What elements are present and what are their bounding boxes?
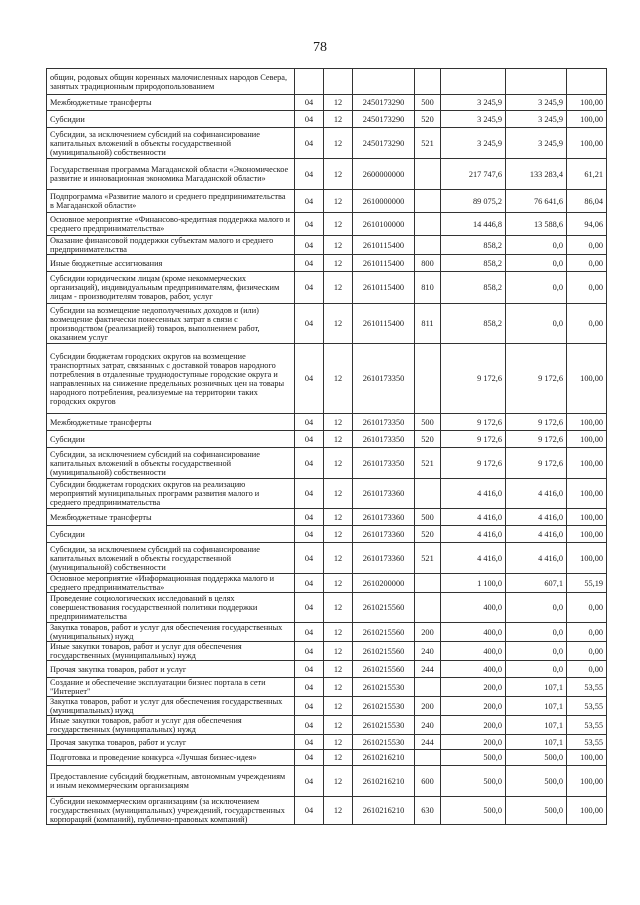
row-target-article: 2610173350 [353,431,415,448]
row-section: 04 [295,623,324,642]
row-section: 04 [295,678,324,697]
row-target-article: 2610215560 [353,623,415,642]
row-section: 04 [295,750,324,766]
row-target-article: 2610216210 [353,766,415,797]
row-section [295,69,324,95]
table-row [47,678,607,697]
row-name: Оказание финансовой поддержки субъектам малого и среднего предпринимательства [47,236,295,255]
row-actual-amount: 3 245,9 [506,95,567,111]
row-actual-amount: 4 416,0 [506,526,567,543]
row-target-article: 2610000000 [353,190,415,213]
row-name: Закупка товаров, работ и услуг для обеспечения государственных (муниципальных) нужд [47,697,295,716]
row-expense-type [415,213,441,236]
row-planned-amount: 500,0 [441,766,506,797]
row-execution-percent: 100,00 [567,414,607,431]
table-row [47,159,607,190]
row-execution-percent: 100,00 [567,128,607,159]
row-planned-amount: 400,0 [441,642,506,661]
row-name: Проведение социологических исследований в целях совершенствования государственной политики поддержки предпринимательства [47,593,295,623]
table-row [47,509,607,526]
row-subsection: 12 [324,526,353,543]
row-expense-type: 240 [415,716,441,735]
row-name: общин, родовых общин коренных малочисленных народов Севера, занятых традиционным природопользованием [47,69,295,95]
row-target-article: 2610216210 [353,797,415,825]
row-target-article: 2610173360 [353,479,415,509]
row-name: Государственная программа Магаданской области «Экономическое развитие и инновационная экономика Магаданской области» [47,159,295,190]
row-name: Закупка товаров, работ и услуг для обеспечения государственных (муниципальных) нужд [47,623,295,642]
row-section: 04 [295,716,324,735]
row-subsection: 12 [324,797,353,825]
row-actual-amount: 9 172,6 [506,344,567,414]
row-actual-amount: 9 172,6 [506,448,567,479]
row-target-article: 2610115400 [353,236,415,255]
row-name: Субсидии бюджетам городских округов на возмещение транспортных затрат, связанных с доставкой товаров народного потребления в отдаленные труднодоступные городские округа и направленных на снижение предельных розничных цен на товары народного потребления, реализуемые на территории таких городских округов [47,344,295,414]
row-expense-type: 500 [415,414,441,431]
row-section: 04 [295,414,324,431]
row-planned-amount: 200,0 [441,735,506,750]
row-target-article: 26102155З0 [353,716,415,735]
row-target-article: 2450173290 [353,128,415,159]
row-target-article: 2610215560 [353,661,415,678]
table-row [47,95,607,111]
row-target-article: 26102155З0 [353,735,415,750]
row-expense-type: 810 [415,272,441,304]
row-expense-type: 200 [415,623,441,642]
row-planned-amount: 4 416,0 [441,509,506,526]
row-actual-amount: 500,0 [506,797,567,825]
row-execution-percent: 100,00 [567,479,607,509]
row-execution-percent: 100,00 [567,111,607,128]
row-expense-type: 521 [415,448,441,479]
row-section: 04 [295,593,324,623]
row-subsection: 12 [324,111,353,128]
row-section: 04 [295,344,324,414]
row-execution-percent: 53,55 [567,716,607,735]
row-subsection: 12 [324,448,353,479]
row-planned-amount: 3 245,9 [441,95,506,111]
row-planned-amount: 89 075,2 [441,190,506,213]
row-section: 04 [295,304,324,344]
table-row [47,593,607,623]
row-subsection: 12 [324,623,353,642]
row-subsection: 12 [324,159,353,190]
row-target-article: 2610173350 [353,448,415,479]
row-section: 04 [295,448,324,479]
table-row [47,236,607,255]
row-subsection: 12 [324,642,353,661]
row-expense-type: 800 [415,255,441,272]
row-name: Субсидии [47,111,295,128]
row-actual-amount: 13 588,6 [506,213,567,236]
row-subsection: 12 [324,593,353,623]
row-name: Межбюджетные трансферты [47,509,295,526]
row-actual-amount: 0,0 [506,255,567,272]
row-subsection: 12 [324,431,353,448]
row-section: 04 [295,543,324,574]
row-section: 04 [295,159,324,190]
row-section: 04 [295,479,324,509]
row-planned-amount: 4 416,0 [441,543,506,574]
row-target-article: 2610173360 [353,509,415,526]
row-expense-type: 520 [415,111,441,128]
row-actual-amount: 607,1 [506,574,567,593]
row-section: 04 [295,697,324,716]
row-subsection: 12 [324,574,353,593]
row-expense-type [415,750,441,766]
row-execution-percent: 100,00 [567,431,607,448]
row-planned-amount: 3 245,9 [441,111,506,128]
table-row [47,414,607,431]
row-actual-amount: 9 172,6 [506,431,567,448]
row-planned-amount: 858,2 [441,236,506,255]
row-planned-amount: 4 416,0 [441,479,506,509]
row-expense-type [415,678,441,697]
row-actual-amount: 4 416,0 [506,509,567,526]
row-planned-amount: 14 446,8 [441,213,506,236]
row-target-article: 2610215560 [353,593,415,623]
table-row [47,213,607,236]
row-actual-amount: 107,1 [506,697,567,716]
row-execution-percent: 53,55 [567,678,607,697]
row-subsection: 12 [324,716,353,735]
row-planned-amount: 9 172,6 [441,448,506,479]
row-planned-amount: 858,2 [441,304,506,344]
row-expense-type [415,344,441,414]
row-name: Субсидии на возмещение недополученных доходов и (или) возмещение фактически понесенных затрат в связи с производством (реализацией) товаров, выполнением работ, оказанием услуг [47,304,295,344]
row-section: 04 [295,111,324,128]
row-actual-amount: 107,1 [506,678,567,697]
row-expense-type [415,159,441,190]
table-row [47,128,607,159]
row-section: 04 [295,236,324,255]
row-subsection: 12 [324,750,353,766]
table-row [47,344,607,414]
table-row [47,111,607,128]
row-expense-type [415,69,441,95]
row-execution-percent: 94,06 [567,213,607,236]
row-planned-amount: 200,0 [441,678,506,697]
row-actual-amount [506,69,567,95]
row-planned-amount: 400,0 [441,593,506,623]
row-name: Подпрограмма «Развитие малого и среднего предпринимательства в Магаданской области» [47,190,295,213]
row-execution-percent: 100,00 [567,750,607,766]
row-section: 04 [295,190,324,213]
row-actual-amount: 4 416,0 [506,479,567,509]
row-actual-amount: 0,0 [506,304,567,344]
row-name: Субсидии бюджетам городских округов на реализацию мероприятий муниципальных программ развития малого и среднего предпринимательства [47,479,295,509]
row-target-article: 2450173290 [353,95,415,111]
row-actual-amount: 500,0 [506,750,567,766]
row-subsection [324,69,353,95]
table-row [47,272,607,304]
row-target-article: 2610216210 [353,750,415,766]
budget-table [46,68,607,825]
row-planned-amount: 9 172,6 [441,414,506,431]
row-planned-amount: 4 416,0 [441,526,506,543]
row-name: Иные бюджетные ассигнования [47,255,295,272]
row-name: Субсидии некоммерческим организациям (за исключением государственных (муниципальных) учреждений, государственных корпораций (компаний), публично-правовых компаний) [47,797,295,825]
row-execution-percent: 100,00 [567,526,607,543]
row-section: 04 [295,766,324,797]
table-row [47,543,607,574]
row-target-article: 2610200000 [353,574,415,593]
table-row [47,526,607,543]
row-section: 04 [295,526,324,543]
row-target-article: 2610100000 [353,213,415,236]
row-subsection: 12 [324,190,353,213]
row-subsection: 12 [324,678,353,697]
row-target-article: 2610115400 [353,272,415,304]
row-section: 04 [295,95,324,111]
row-expense-type [415,574,441,593]
table-row [47,304,607,344]
row-actual-amount: 3 245,9 [506,111,567,128]
row-subsection: 12 [324,213,353,236]
row-planned-amount: 858,2 [441,255,506,272]
row-actual-amount: 0,0 [506,642,567,661]
table-row [47,574,607,593]
row-execution-percent: 0,00 [567,623,607,642]
row-section: 04 [295,735,324,750]
row-target-article: 2600000000 [353,159,415,190]
row-actual-amount: 9 172,6 [506,414,567,431]
row-expense-type: 521 [415,543,441,574]
row-section: 04 [295,128,324,159]
row-name: Подготовка и проведение конкурса «Лучшая бизнес-идея» [47,750,295,766]
row-subsection: 12 [324,766,353,797]
row-planned-amount: 3 245,9 [441,128,506,159]
table-row [47,69,607,95]
row-subsection: 12 [324,661,353,678]
table-row [47,642,607,661]
row-actual-amount: 0,0 [506,272,567,304]
row-planned-amount: 9 172,6 [441,344,506,414]
row-execution-percent: 100,00 [567,797,607,825]
row-expense-type: 244 [415,735,441,750]
row-expense-type: 200 [415,697,441,716]
row-planned-amount: 500,0 [441,797,506,825]
row-subsection: 12 [324,304,353,344]
row-section: 04 [295,661,324,678]
row-execution-percent: 0,00 [567,236,607,255]
row-execution-percent: 61,21 [567,159,607,190]
table-row [47,190,607,213]
row-planned-amount: 400,0 [441,661,506,678]
row-expense-type [415,190,441,213]
row-actual-amount: 0,0 [506,236,567,255]
row-planned-amount: 400,0 [441,623,506,642]
row-name: Создание и обеспечение эксплуатации бизнес портала в сети "Интернет" [47,678,295,697]
row-section: 04 [295,574,324,593]
row-planned-amount: 500,0 [441,750,506,766]
row-target-article: 2610115400 [353,255,415,272]
row-target-article: 2610173360 [353,526,415,543]
row-section: 04 [295,431,324,448]
row-execution-percent: 53,55 [567,735,607,750]
row-actual-amount: 0,0 [506,623,567,642]
table-row [47,716,607,735]
row-execution-percent: 53,55 [567,697,607,716]
row-section: 04 [295,272,324,304]
row-expense-type [415,236,441,255]
row-actual-amount: 500,0 [506,766,567,797]
row-execution-percent: 86,04 [567,190,607,213]
row-subsection: 12 [324,236,353,255]
row-execution-percent: 100,00 [567,448,607,479]
row-subsection: 12 [324,479,353,509]
row-execution-percent [567,69,607,95]
row-target-article: 26102155З0 [353,697,415,716]
row-target-article: 2610115400 [353,304,415,344]
row-name: Субсидии [47,526,295,543]
row-expense-type: 630 [415,797,441,825]
table-row [47,661,607,678]
table-row [47,766,607,797]
row-execution-percent: 0,00 [567,272,607,304]
row-actual-amount: 107,1 [506,716,567,735]
row-execution-percent: 0,00 [567,642,607,661]
row-target-article: 2610173350 [353,414,415,431]
row-actual-amount: 76 641,6 [506,190,567,213]
row-actual-amount: 4 416,0 [506,543,567,574]
row-subsection: 12 [324,735,353,750]
row-actual-amount: 0,0 [506,661,567,678]
row-name: Основное мероприятие «Информационная поддержка малого и среднего предпринимательства» [47,574,295,593]
row-subsection: 12 [324,255,353,272]
row-planned-amount: 858,2 [441,272,506,304]
row-target-article: 2610215560 [353,642,415,661]
row-subsection: 12 [324,543,353,574]
row-expense-type: 500 [415,95,441,111]
row-actual-amount: 0,0 [506,593,567,623]
row-section: 04 [295,255,324,272]
row-name: Иные закупки товаров, работ и услуг для обеспечения государственных (муниципальных) нужд [47,716,295,735]
row-execution-percent: 0,00 [567,593,607,623]
row-name: Субсидии, за исключением субсидий на софинансирование капитальных вложений в объекты государственной (муниципальной) собственности [47,448,295,479]
row-section: 04 [295,509,324,526]
row-expense-type: 520 [415,526,441,543]
table-row [47,431,607,448]
row-execution-percent: 0,00 [567,255,607,272]
row-expense-type: 500 [415,509,441,526]
row-expense-type: 240 [415,642,441,661]
row-name: Межбюджетные трансферты [47,414,295,431]
row-execution-percent: 100,00 [567,543,607,574]
row-section: 04 [295,797,324,825]
row-target-article: 2610173350 [353,344,415,414]
table-row [47,697,607,716]
row-expense-type: 600 [415,766,441,797]
row-subsection: 12 [324,95,353,111]
row-planned-amount: 9 172,6 [441,431,506,448]
row-expense-type: 521 [415,128,441,159]
row-name: Субсидии юридическим лицам (кроме некоммерческих организаций), индивидуальным предпринимателям, физическим лицам - производителям товаров, работ, услуг [47,272,295,304]
row-execution-percent: 100,00 [567,95,607,111]
row-execution-percent: 0,00 [567,661,607,678]
row-expense-type: 811 [415,304,441,344]
row-name: Прочая закупка товаров, работ и услуг [47,661,295,678]
row-name: Субсидии, за исключением субсидий на софинансирование капитальных вложений в объекты государственной (муниципальной) собственности [47,128,295,159]
row-execution-percent: 100,00 [567,344,607,414]
row-target-article: 26102155З0 [353,678,415,697]
row-name: Предоставление субсидий бюджетным, автономным учреждениям и иным некоммерческим организациям [47,766,295,797]
row-subsection: 12 [324,344,353,414]
budget-table-body [47,69,607,825]
row-planned-amount: 217 747,6 [441,159,506,190]
row-name: Межбюджетные трансферты [47,95,295,111]
row-subsection: 12 [324,697,353,716]
row-actual-amount: 133 283,4 [506,159,567,190]
row-planned-amount [441,69,506,95]
row-planned-amount: 200,0 [441,697,506,716]
row-execution-percent: 0,00 [567,304,607,344]
row-execution-percent: 55,19 [567,574,607,593]
row-name: Иные закупки товаров, работ и услуг для обеспечения государственных (муниципальных) нужд [47,642,295,661]
row-planned-amount: 200,0 [441,716,506,735]
row-name: Субсидии [47,431,295,448]
table-row [47,735,607,750]
row-expense-type: 244 [415,661,441,678]
table-row [47,623,607,642]
row-section: 04 [295,213,324,236]
row-subsection: 12 [324,414,353,431]
row-expense-type [415,593,441,623]
page-number: 78 [313,40,327,55]
table-row [47,448,607,479]
row-expense-type [415,479,441,509]
row-actual-amount: 107,1 [506,735,567,750]
table-row [47,750,607,766]
table-row [47,797,607,825]
table-row [47,255,607,272]
row-subsection: 12 [324,509,353,526]
row-target-article: 2610173360 [353,543,415,574]
row-name: Основное мероприятие «Финансово-кредитная поддержка малого и среднего предпринимательства» [47,213,295,236]
row-execution-percent: 100,00 [567,509,607,526]
row-name: Субсидии, за исключением субсидий на софинансирование капитальных вложений в объекты государственной (муниципальной) собственности [47,543,295,574]
row-target-article [353,69,415,95]
table-row [47,479,607,509]
row-subsection: 12 [324,272,353,304]
row-execution-percent: 100,00 [567,766,607,797]
row-planned-amount: 1 100,0 [441,574,506,593]
row-target-article: 2450173290 [353,111,415,128]
row-section: 04 [295,642,324,661]
row-actual-amount: 3 245,9 [506,128,567,159]
row-name: Прочая закупка товаров, работ и услуг [47,735,295,750]
row-subsection: 12 [324,128,353,159]
row-expense-type: 520 [415,431,441,448]
